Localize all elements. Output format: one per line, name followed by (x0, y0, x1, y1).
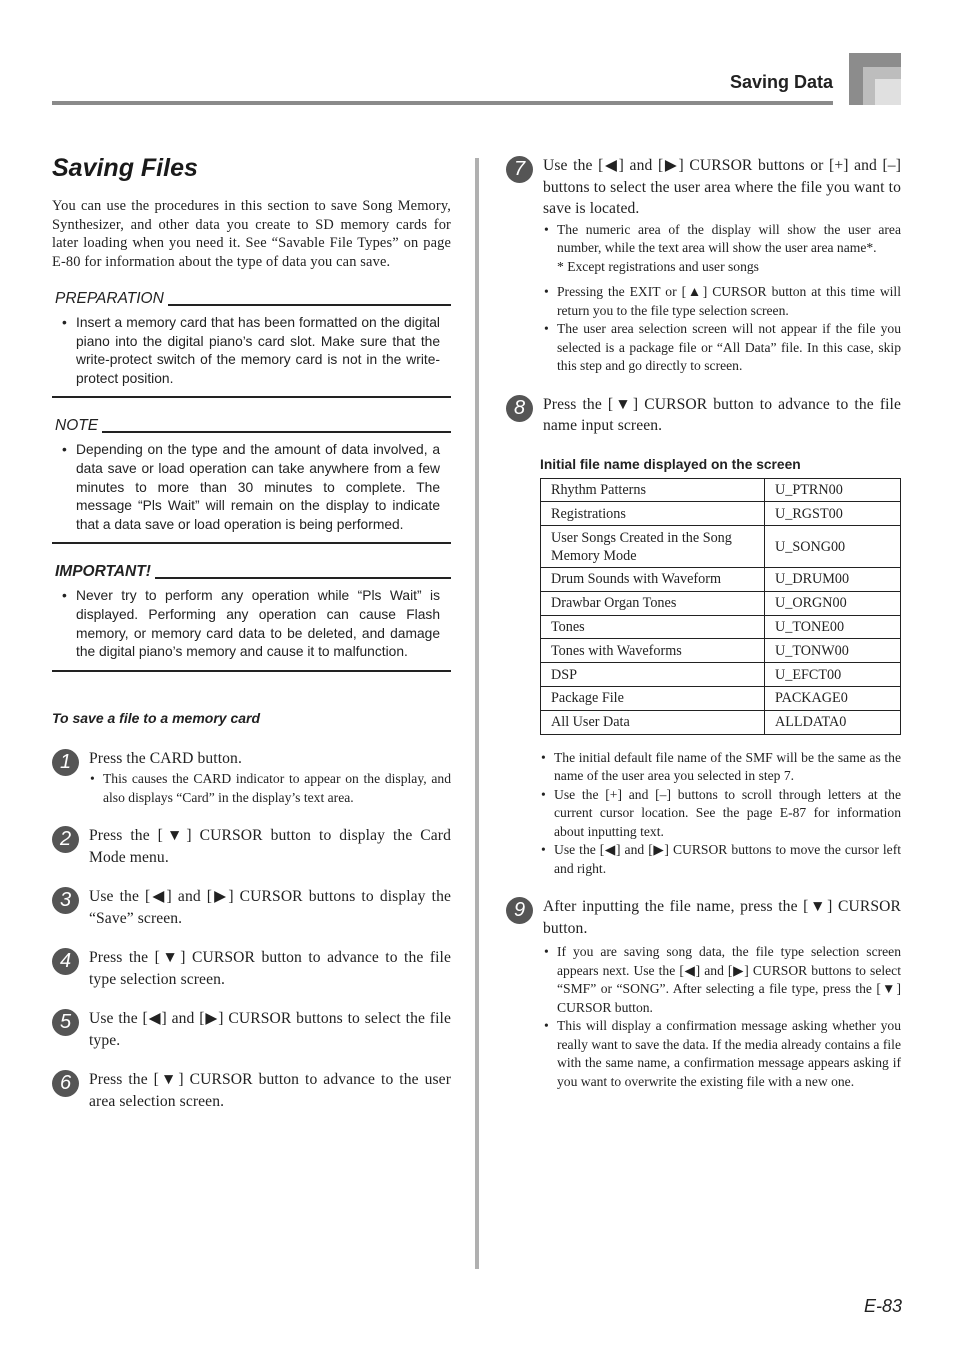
step-bullet: • If you are saving song data, the file type selection screen appears next. Use the [◀] and [▶] CURSOR buttons to select “SMF” or “SONG”. After selecting a file type, press the [▼] CURSOR button. (543, 943, 901, 1017)
step-9 (506, 896, 901, 1091)
table-row (541, 663, 901, 687)
table-cell: U_SONG00 (765, 526, 901, 568)
important-item: • Never try to perform any operation while “Pls Wait” is displayed. Performing any operation can cause Flash memory, or memory card data to be deleted, and damage the digital piano’s memory and cause it to malfunction. (62, 587, 440, 661)
step-3 (52, 886, 451, 929)
table-cell: ALLDATA0 (765, 710, 901, 734)
table-cell: Drawbar Organ Tones (541, 591, 765, 615)
important-label: IMPORTANT! (55, 563, 151, 581)
table-row (541, 615, 901, 639)
table-cell: U_TONE00 (765, 615, 901, 639)
table-row (541, 639, 901, 663)
preparation-label: PREPARATION (55, 290, 164, 307)
step-number: 8 (506, 395, 533, 422)
step-footnote: * Except registrations and user songs (557, 258, 759, 274)
procedure-title: To save a file to a memory card (52, 709, 261, 726)
header-rule (52, 101, 833, 105)
header-tab-graphic (849, 53, 901, 105)
table-row (541, 710, 901, 734)
preparation-item: • Insert a memory card that has been formatted on the digital piano into the digital piano’s card slot. Make sure that the write-protect switch of the memory card is not in the write-protect position. (62, 314, 440, 388)
left-column (52, 150, 451, 1112)
intro-paragraph: You can use the procedures in this section to save Song Memory, Synthesizer, and other data you create to SD memory cards for later loading when you need it. See “Savable File Types” on page E-80 for information about the type of data you can save. (52, 198, 451, 270)
step-text: Press the [▼] CURSOR button to advance to the user area selection screen. (89, 1071, 451, 1110)
table-cell: U_DRUM00 (765, 568, 901, 592)
page-number: E-83 (863, 1296, 902, 1316)
step-text: Press the [▼] CURSOR button to advance to the file name input screen. (543, 395, 901, 434)
step-text: Press the [▼] CURSOR button to advance to the file type selection screen. (89, 949, 451, 988)
table-cell: U_PTRN00 (765, 478, 901, 502)
step-number: 9 (506, 897, 533, 924)
step-text: Press the CARD button. (89, 749, 242, 767)
table-row (541, 502, 901, 526)
step-1 (52, 748, 451, 808)
table-cell: User Songs Created in the Song Memory Mode (541, 526, 765, 568)
step-number: 2 (52, 826, 79, 853)
step-text: Press the [▼] CURSOR button to display the Card Mode menu. (89, 827, 451, 866)
table-row (541, 591, 901, 615)
note-label: NOTE (55, 417, 99, 435)
step-bullet: • Use the [+] and [–] buttons to scroll through letters at the current cursor location. See the page E-87 for information about inputting text. (540, 786, 901, 842)
file-name-table (540, 478, 901, 735)
important-box (52, 564, 451, 671)
step-text: Use the [◀] and [▶] CURSOR buttons to select the file type. (89, 1010, 451, 1049)
table-cell: Tones (541, 615, 765, 639)
step-number: 7 (506, 156, 533, 183)
note-box (52, 418, 451, 544)
step-number: 1 (52, 749, 79, 776)
step-8-bullets (540, 749, 901, 879)
step-text: Use the [◀] and [▶] CURSOR buttons to display the “Save” screen. (89, 888, 451, 927)
step-7 (506, 155, 901, 376)
table-row (541, 687, 901, 711)
table-row (541, 478, 901, 502)
step-number: 5 (52, 1009, 79, 1036)
header-title: Saving Data (729, 72, 833, 92)
table-cell: U_ORGN00 (765, 591, 901, 615)
table-cell: U_TONW00 (765, 639, 901, 663)
note-item: • Depending on the type and the amount of data involved, a data save or load operation can take anywhere from a few minutes to more than 30 minutes to complete. The message “Pls Wait” will remain on the display to indicate that a data save or load operation is being performed. (62, 441, 440, 534)
step-8 (506, 394, 901, 437)
page-title: Saving Files (52, 154, 198, 182)
step-2 (52, 825, 451, 868)
step-6 (52, 1069, 451, 1112)
step-text: After inputting the file name, press the [▼] CURSOR button. (543, 898, 901, 937)
table-cell: Package File (541, 687, 765, 711)
table-cell: U_RGST00 (765, 502, 901, 526)
step-bullet: • The initial default file name of the SMF will be the same as the name of the user area you selected in step 7. (540, 749, 901, 786)
table-cell: Rhythm Patterns (541, 478, 765, 502)
step-number: 3 (52, 887, 79, 914)
step-bullet: • This causes the CARD indicator to appear on the display, and also displays “Card” in the display’s text area. (89, 770, 451, 807)
table-cell: Registrations (541, 502, 765, 526)
step-number: 6 (52, 1070, 79, 1097)
step-bullet: • Use the [◀] and [▶] CURSOR buttons to move the cursor left and right. (540, 841, 901, 878)
table-row (541, 568, 901, 592)
table-cell: Drum Sounds with Waveform (541, 568, 765, 592)
step-number: 4 (52, 948, 79, 975)
step-text: Use the [◀] and [▶] CURSOR buttons or [+] and [–] buttons to select the user area where the file you want to save is located. (543, 157, 901, 217)
table-row (541, 526, 901, 568)
preparation-box (52, 291, 451, 398)
table-cell: PACKAGE0 (765, 687, 901, 711)
column-divider (475, 158, 479, 1269)
step-bullet: • This will display a confirmation message asking whether you really want to save the data. If the media already contains a file with the same name, a confirmation message appears asking if you want to overwrite the existing file with a new one. (543, 1017, 901, 1091)
step-4 (52, 947, 451, 990)
step-bullet: • The user area selection screen will not appear if the file you selected is a package file or “All Data” file. In this case, skip this step and go directly to screen. (543, 320, 901, 376)
table-cell: U_EFCT00 (765, 663, 901, 687)
step-bullet: • The numeric area of the display will show the user area number, while the text area will show the user area name*. (543, 221, 901, 258)
table-cell: All User Data (541, 710, 765, 734)
table-cell: Tones with Waveforms (541, 639, 765, 663)
right-column (506, 150, 901, 1091)
table-title: Initial file name displayed on the screen (540, 456, 801, 472)
step-bullet: • Pressing the EXIT or [▲] CURSOR button at this time will return you to the file type selection screen. (543, 283, 901, 320)
step-5 (52, 1008, 451, 1051)
table-cell: DSP (541, 663, 765, 687)
